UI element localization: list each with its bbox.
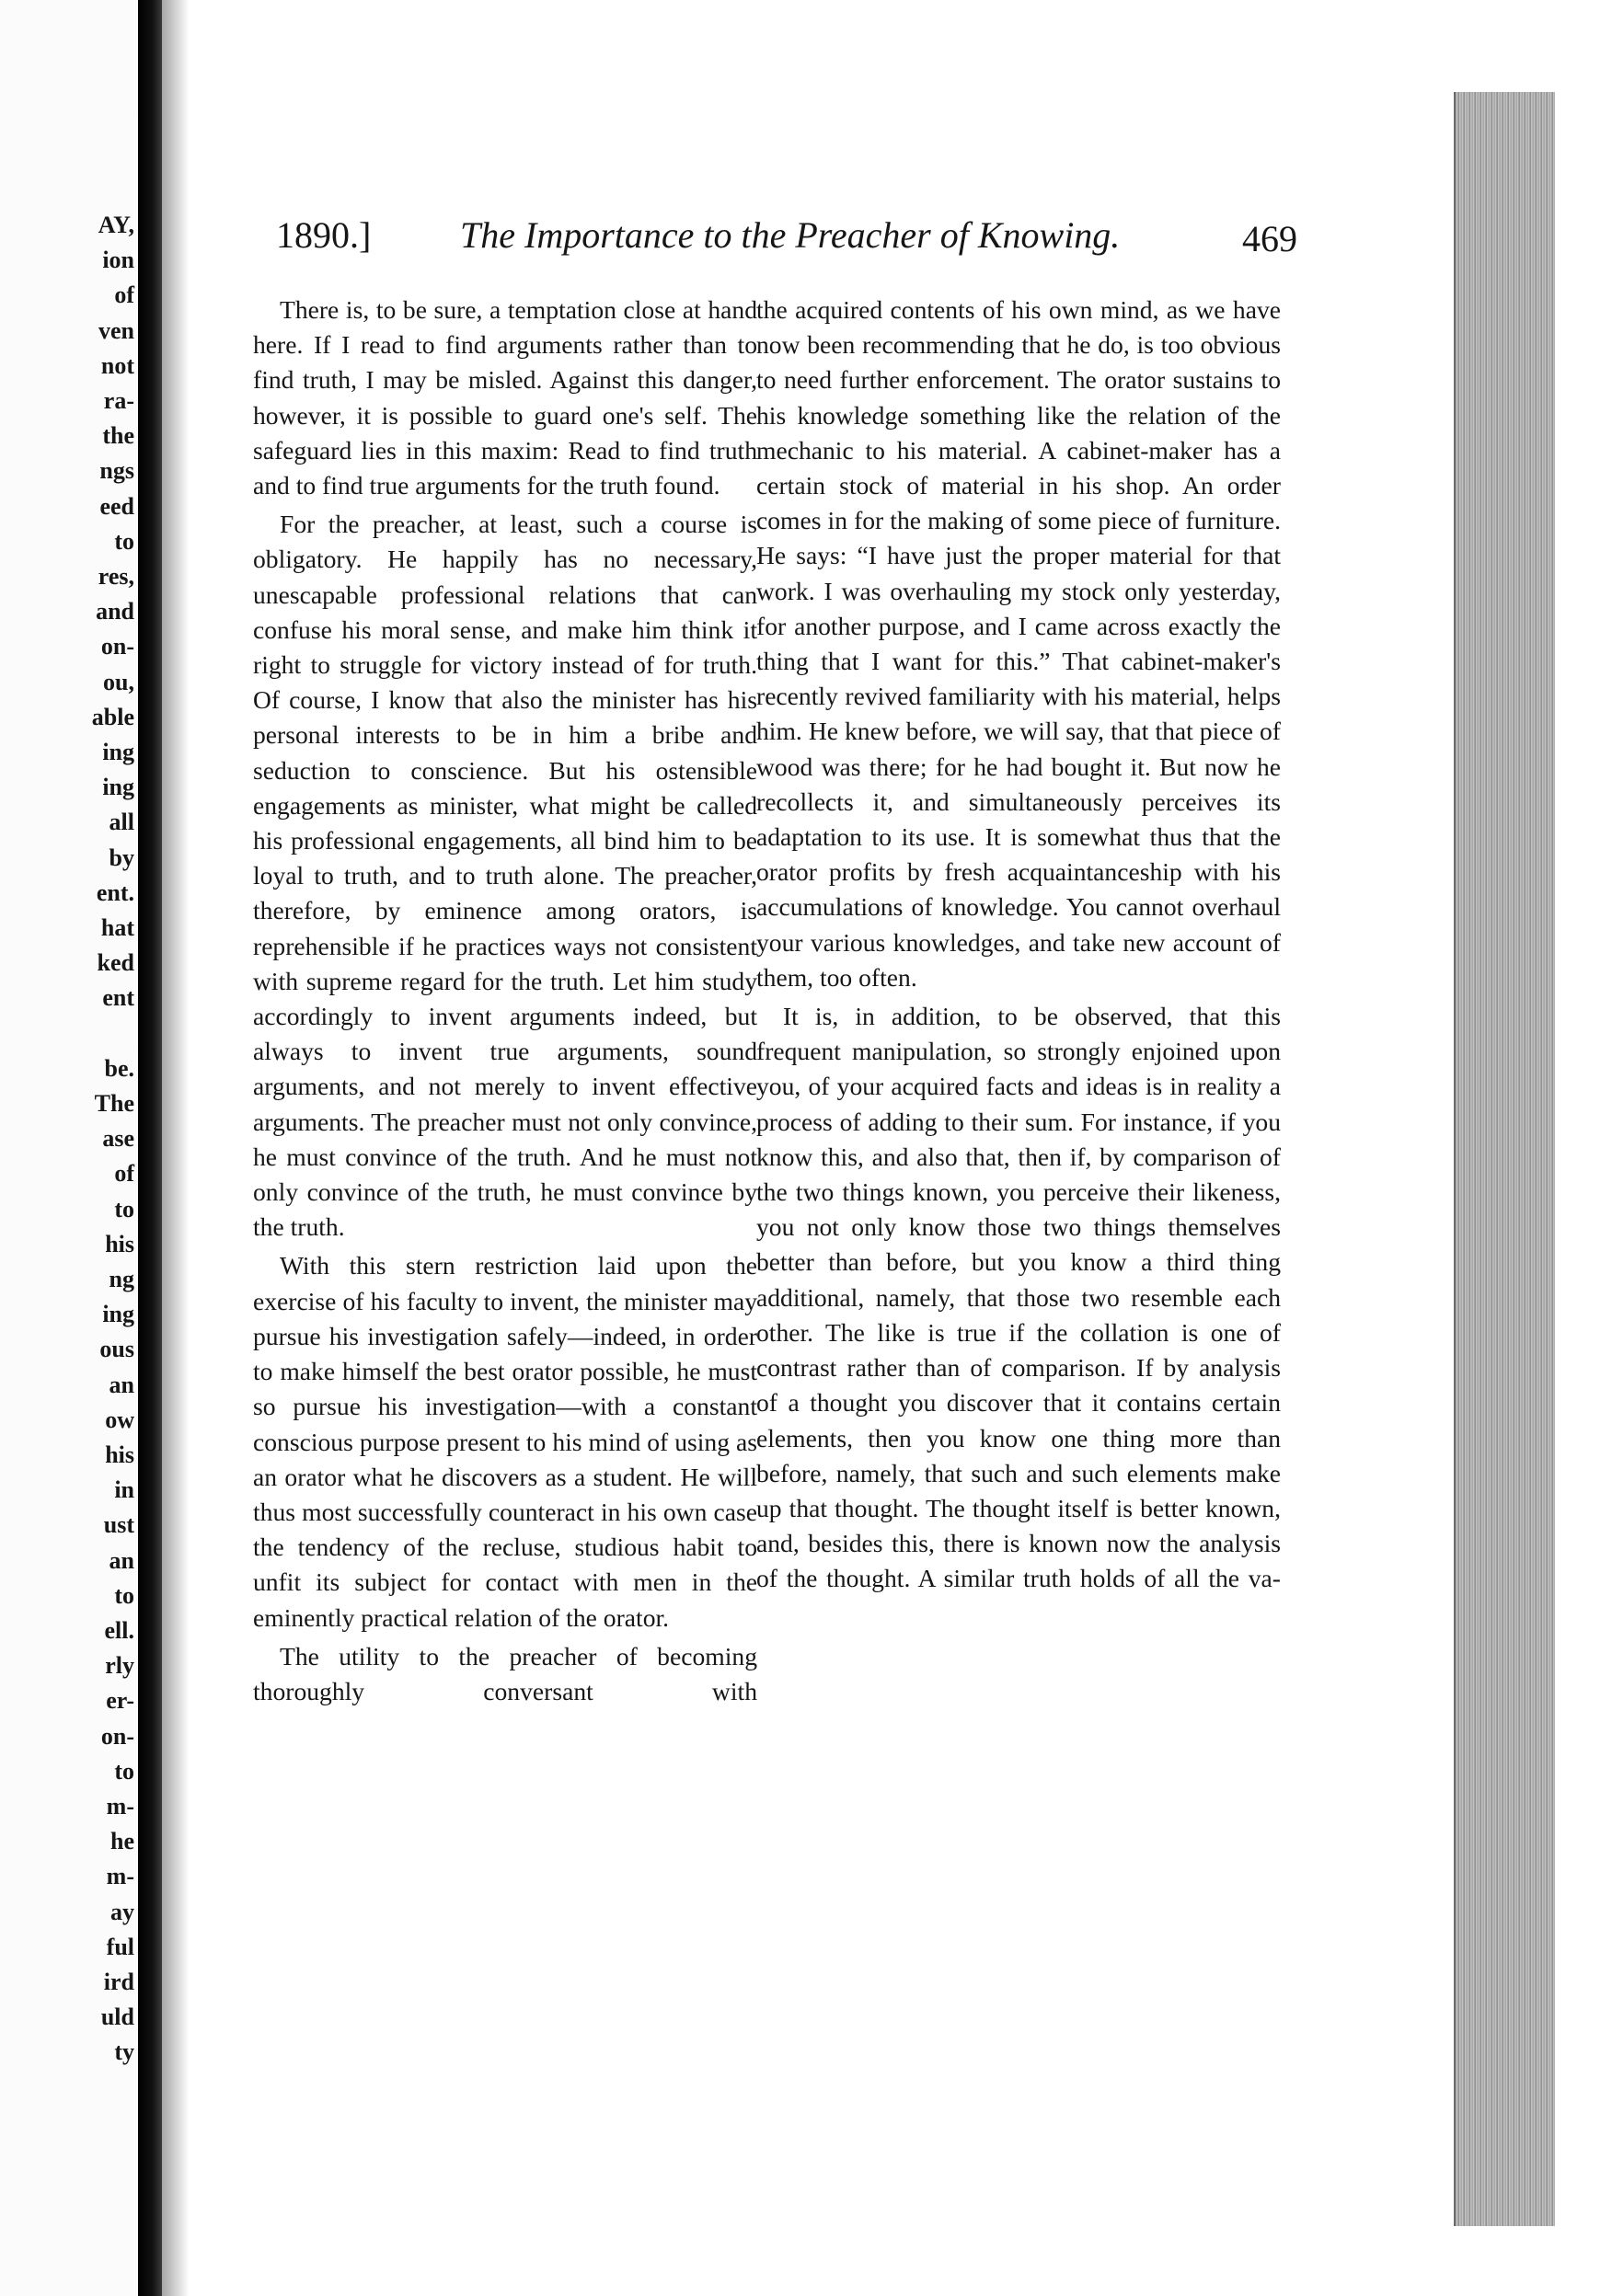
paragraph: With this stern restriction laid upon the exercise of his faculty to invent, the minister may pursue his investigation safely—indeed, in order to make himself the best orator possible, he must so pursue his investigation—with a constant conscious purpose present to his mind of using as an orator what he discovers as a student. He will thus most successfully counteract in his own case the tendency of the recluse, studious habit to unfit its subject for contact with men in the eminently practical relation of the orator. bbox=[253, 1251, 757, 1632]
left-page-fragment: rly bbox=[105, 1652, 134, 1680]
gutter-shadow bbox=[162, 0, 190, 2296]
left-page-fragment: ng bbox=[109, 1266, 134, 1292]
left-page-fragment: er- bbox=[106, 1687, 134, 1715]
left-page-fragment: his bbox=[105, 1230, 134, 1257]
left-page-fragment: ell. bbox=[104, 1617, 134, 1644]
left-page-fragment: uld bbox=[100, 2003, 134, 2031]
left-page-fragment: ngs bbox=[99, 457, 134, 485]
left-page-fragment: to bbox=[114, 1581, 134, 1609]
left-page-fragment: hat bbox=[100, 914, 134, 941]
page-number: 469 bbox=[1242, 218, 1297, 259]
left-page-fragment: by bbox=[109, 844, 134, 871]
page-edges bbox=[1454, 92, 1557, 2226]
running-head bbox=[276, 210, 1297, 261]
left-page-fragment: ous bbox=[99, 1336, 134, 1363]
left-page-fragment: on- bbox=[100, 1722, 134, 1750]
left-page-fragment: The bbox=[94, 1090, 134, 1117]
left-page-fragment: of bbox=[114, 281, 134, 309]
left-page-fragment: ked bbox=[97, 949, 134, 977]
running-head-year: 1890.] bbox=[276, 214, 372, 256]
left-page-fragment: ent bbox=[102, 984, 134, 1012]
left-page-fragment: of bbox=[114, 1160, 134, 1188]
left-page-fragment: and bbox=[96, 598, 134, 626]
left-page-fragment: be. bbox=[104, 1054, 134, 1082]
left-column bbox=[253, 293, 757, 1709]
left-page-fragment: on- bbox=[100, 633, 134, 660]
left-page-fragment: able bbox=[91, 703, 134, 730]
left-page-fragment: eed bbox=[99, 492, 134, 520]
adjacent-page-fragment bbox=[0, 0, 145, 2296]
left-page-fragment: an bbox=[109, 1371, 134, 1398]
left-page-fragment: his bbox=[105, 1441, 134, 1468]
left-page-fragment: an bbox=[109, 1546, 134, 1574]
left-page-fragment: ion bbox=[102, 247, 134, 274]
paragraph: the acquired contents of his own mind, as we have now been recommending that he do, is too obvious to need further enforcement. The orator sustains to his knowledge something like the relation of the mechanic to his material. A cabinet-maker has a certain stock of material in his shop. An order comes in for the making of some piece of furniture. He says: “I have just the proper material for that work. I was overhauling my stock only yesterday, for another purpose, and I came across exactly the thing that I want for this.” That cabinet-maker's recently revived familiarity with his material, helps him. He knew before, we will say, that that piece of wood was there; for he had bought it. But now he recollects it, and simultaneously perceives its adaptation to its use. It is somewhat thus that the orator profits by fresh acquaintanceship with his accumulations of knowledge. You cannot overhaul your various knowledges, and take new account of them, too often. bbox=[756, 295, 1281, 992]
left-page-fragment: ow bbox=[105, 1406, 134, 1433]
running-head-title: The Importance to the Preacher of Knowing. bbox=[460, 214, 1121, 256]
left-page-fragment: ful bbox=[106, 1933, 134, 1960]
right-column bbox=[756, 293, 1281, 1597]
paragraph: It is, in addition, to be observed, that this frequent manipulation, so strongly enjoined upon you, of your acquired facts and ideas is in reality a process of adding to their sum. For instance, if you know this, and also that, then if, by comparison of the two things known, you perceive their likeness, you not only know those two things themselves better than before, but you know a third thing additional, namely, that those two resemble each other. The like is true if the collation is one of contrast rather than of comparison. If by analysis of a thought you discover that it contains certain elements, then you know one thing more than before, namely, that such and such elements make up that thought. The thought itself is better known, and, besides this, there is known now the analysis of the thought. A similar truth holds of all the va- bbox=[756, 1002, 1281, 1593]
left-page-fragment: ase bbox=[102, 1125, 134, 1153]
left-page-fragment: ust bbox=[103, 1511, 134, 1539]
left-page-fragment: m- bbox=[106, 1863, 134, 1890]
left-page-fragment: ing bbox=[102, 774, 134, 801]
left-page-fragment: m- bbox=[106, 1793, 134, 1820]
left-page-fragment: AY, bbox=[98, 212, 134, 238]
left-page-fragment: ent. bbox=[96, 878, 134, 906]
left-page-fragment: all bbox=[109, 809, 134, 836]
left-page-fragment: he bbox=[110, 1828, 134, 1855]
left-page-fragment: ra- bbox=[103, 387, 134, 414]
left-page-fragment: ing bbox=[102, 739, 134, 765]
left-page-fragment: to bbox=[114, 1757, 134, 1785]
left-page-fragment: the bbox=[102, 422, 134, 450]
left-page-fragment: in bbox=[114, 1476, 134, 1504]
left-page-fragment: ay bbox=[110, 1898, 134, 1925]
left-page-fragment: res, bbox=[98, 563, 134, 590]
paragraph: The utility to the preacher of becoming thoroughly conversant with bbox=[253, 1641, 757, 1705]
left-page-fragment: to bbox=[114, 1195, 134, 1223]
right-margin bbox=[1555, 0, 1612, 2296]
left-page-fragment: ven bbox=[98, 316, 134, 344]
paragraph: There is, to be sure, a temptation close at hand here. If I read to find arguments rather than to find truth, I may be misled. Against this danger, however, it is possible to guard one's self. The safeguard lies in this maxim: Read to find truth and to find true arguments for the truth found. bbox=[253, 295, 757, 500]
paragraph: For the preacher, at least, such a course is obligatory. He happily has no necessary, unescapable professional relations that can confuse his moral sense, and make him think it right to struggle for victory instead of for truth. Of course, I know that also the minister has his personal interests to be in him a bribe and seduction to conscience. But his ostensible engagements as minister, what might be called his professional engagements, all bind him to be loyal to truth, and to truth alone. The preacher, therefore, by eminence among orators, is reprehensible if he practices ways not consistent with supreme regard for the truth. Let him study accordingly to invent arguments indeed, but always to invent true arguments, sound arguments, and not merely to invent effective arguments. The preacher must not only convince, he must convince of the truth. And he must not only convince of the truth, he must convince by the truth. bbox=[253, 510, 757, 1242]
left-page-fragment: to bbox=[114, 527, 134, 555]
left-page-fragment: ing bbox=[102, 1301, 134, 1328]
left-page-fragment: ty bbox=[114, 2038, 134, 2066]
left-page-fragment: ou, bbox=[103, 668, 134, 695]
book-gutter bbox=[138, 0, 162, 2296]
left-page-fragment: ird bbox=[103, 1969, 134, 1995]
left-page-fragment: not bbox=[100, 351, 134, 379]
